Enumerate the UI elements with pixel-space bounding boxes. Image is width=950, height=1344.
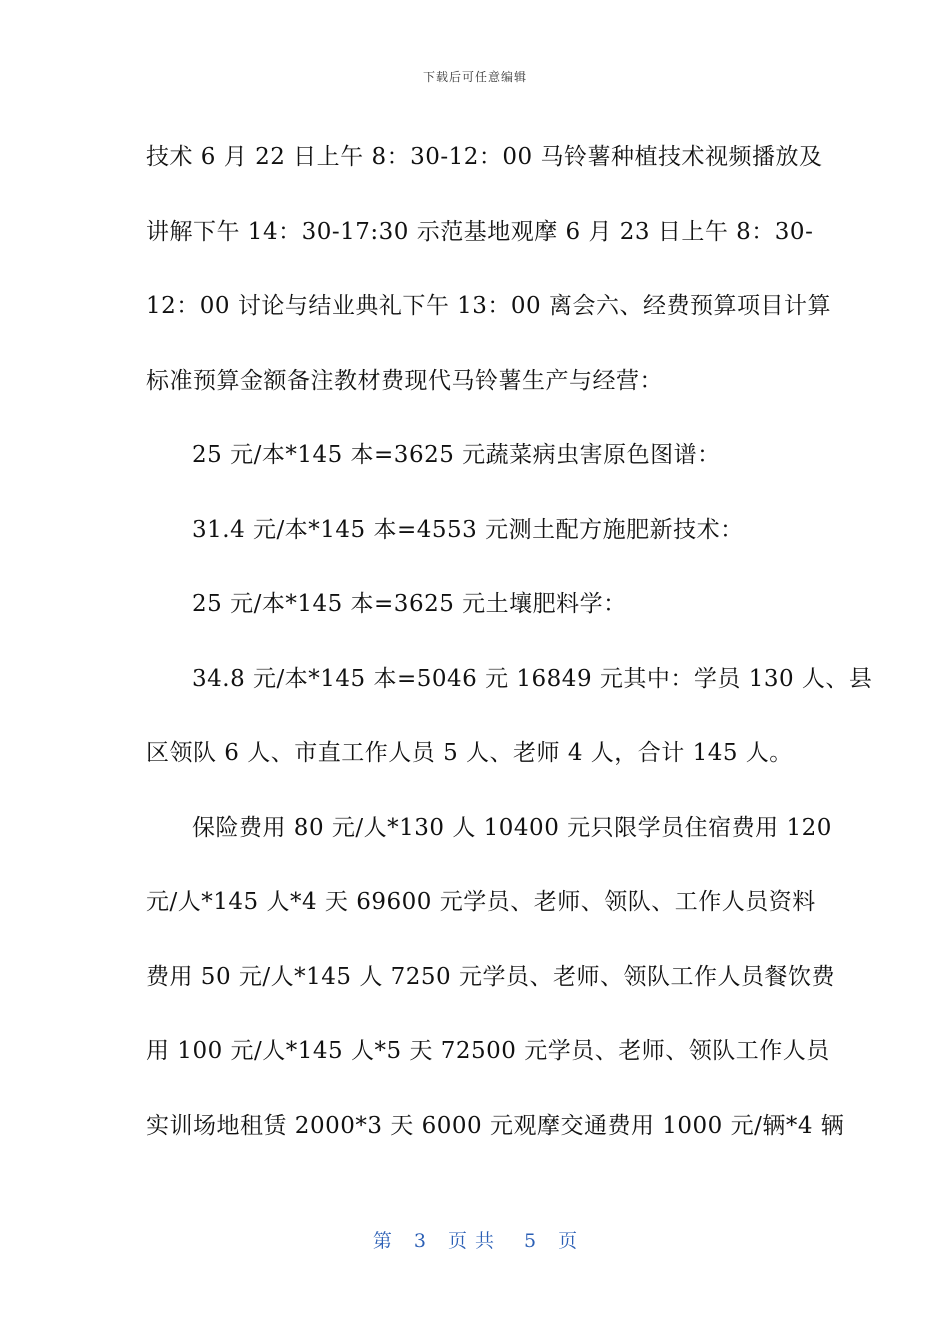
footer-prefix: 第 [372, 1230, 392, 1252]
text-line: 讲解下午 14：30-17:30 示范基地观摩 6 月 23 日上午 8：30- [146, 218, 814, 245]
page-header: 下载后可任意编辑 [422, 70, 527, 84]
document-body [146, 120, 873, 1163]
footer-current-page: 3 [413, 1230, 426, 1252]
text-line: 保险费用 80 元/人*130 人 10400 元只限学员住宿费用 120 [192, 814, 832, 841]
text-line: 25 元/本*145 本=3625 元土壤肥料学： [192, 591, 627, 617]
text-line: 12：00 讨论与结业典礼下午 13：00 离会六、经费预算项目计算 [146, 293, 831, 319]
text-line: 区领队 6 人、市直工作人员 5 人、老师 4 人，合计 145 人。 [146, 740, 793, 766]
text-line: 用 100 元/人*145 人*5 天 72500 元学员、老师、领队工作人员 [146, 1038, 830, 1064]
footer-total-pages: 5 [524, 1230, 537, 1252]
text-line: 25 元/本*145 本=3625 元蔬菜病虫害原色图谱： [192, 442, 721, 468]
page-footer [0, 1226, 950, 1253]
text-line: 元/人*145 人*4 天 69600 元学员、老师、领队、工作人员资料 [146, 889, 816, 915]
footer-suffix: 页 [558, 1230, 578, 1252]
text-line: 31.4 元/本*145 本=4553 元测土配方施肥新技术： [192, 516, 744, 543]
text-line: 标准预算金额备注教材费现代马铃薯生产与经营： [146, 367, 663, 394]
text-line: 技术 6 月 22 日上午 8：30-12：00 马铃薯种植技术视频播放及 [146, 144, 823, 170]
text-line: 34.8 元/本*145 本=5046 元 16849 元其中：学员 130 人、县 [192, 665, 873, 692]
footer-middle: 页共 [447, 1230, 502, 1252]
text-line: 费用 50 元/人*145 人 7250 元学员、老师、领队工作人员餐饮费 [146, 963, 836, 990]
text-line: 实训场地租赁 2000*3 天 6000 元观摩交通费用 1000 元/辆*4 辆 [146, 1112, 845, 1139]
